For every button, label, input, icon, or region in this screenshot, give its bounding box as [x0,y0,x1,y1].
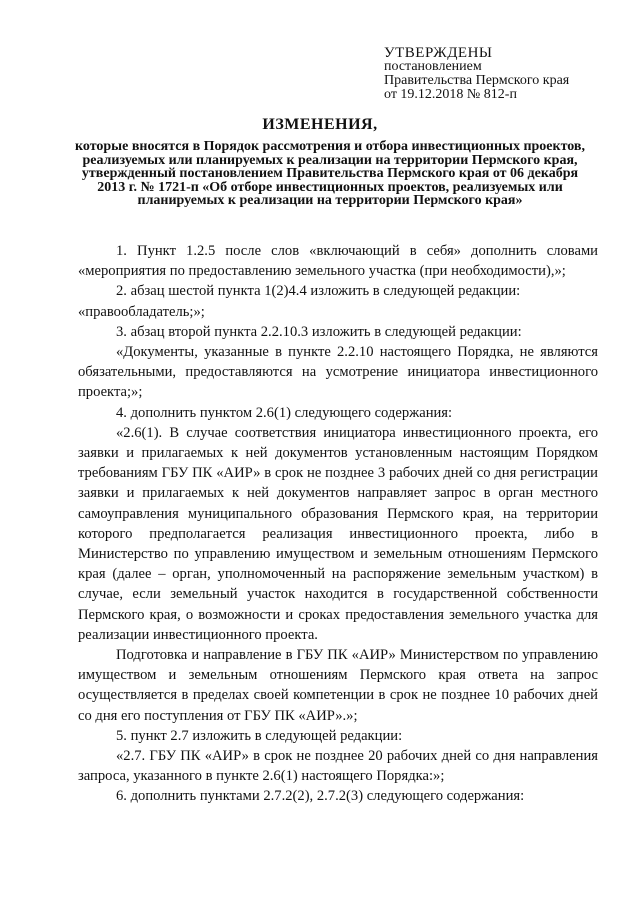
approval-line-2: Правительства Пермского края [384,73,570,88]
approval-title: УТВЕРЖДЕНЫ [384,45,493,61]
paragraph-9: 5. пункт 2.7 изложить в следующей редакции: [116,727,403,744]
paragraph-2: 2. абзац шестой пункта 1(2)4.4 изложить в следующей редакции: [116,283,521,300]
paragraph-3: «правообладатель;»; [78,303,205,320]
paragraph-5: «Документы, указанные в пункте 2.2.10 настоящего Порядка, не являются обязательными, предоставляются на усмотрение инициатора инвестиционного проекта;»; [78,344,598,401]
document-body [78,241,598,807]
paragraph-1: 1. Пункт 1.2.5 после слов «включающий в себя» дополнить словами «мероприятия по предоставлению земельного участка (при необходимости),»; [78,243,598,280]
paragraph-4: 3. абзац второй пункта 2.2.10.3 изложить в следующей редакции: [116,323,522,340]
approval-stamp [384,46,624,102]
paragraph-6: 4. дополнить пунктом 2.6(1) следующего содержания: [116,404,453,421]
document-title: ИЗМЕНЕНИЯ, [262,116,378,133]
document-subtitle: которые вносятся в Порядок рассмотрения и отбора инвестиционных проектов, реализуемых или планируемых к реализации на территории Пермского края, утвержденный постановлением Правительства Пермского края от 06 декабря 2013 г. № 1721-п «Об отборе инвестиционных проектов, реализуемых или планируемых к реализации на территории Пермского края» [75,139,585,208]
paragraph-10: «2.7. ГБУ ПК «АИР» в срок не позднее 20 рабочих дней со дня направления запроса, указанного в пункте 2.6(1) настоящего Порядка:»; [78,748,598,785]
approval-line-3: от 19.12.2018 № 812-п [384,87,517,102]
paragraph-11: 6. дополнить пунктами 2.7.2(2), 2.7.2(3) следующего содержания: [116,788,525,805]
approval-line-1: постановлением [384,59,482,74]
paragraph-7: «2.6(1). В случае соответствия инициатора инвестиционного проекта, его заявки и прилагаемых к ней документов установленным настоящим Порядком требованиям ГБУ ПК «АИР» в срок не позднее 3 рабочих дней со дня регистрации заявки и прилагаемых к ней документов направляет запрос в орган местного самоуправления муниципального образования Пермского края, на территории которого предполагается реализация инвестиционного проекта, либо в Министерство по управлению имуществом и земельным отношениям Пермского края (далее – орган, уполномоченный на распоряжение земельным участком) в случае, если земельный участок находится в государственной собственности Пермского края, о возможности и сроках предоставления земельного участка для реализации инвестиционного проекта. [78,424,598,643]
paragraph-8: Подготовка и направление в ГБУ ПК «АИР» Министерством по управлению имуществом и земельным отношениям Пермского края ответа на запрос осуществляется в пределах своей компетенции в срок не позднее 10 рабочих дней со дня его поступления от ГБУ ПК «АИР».»; [78,647,598,724]
